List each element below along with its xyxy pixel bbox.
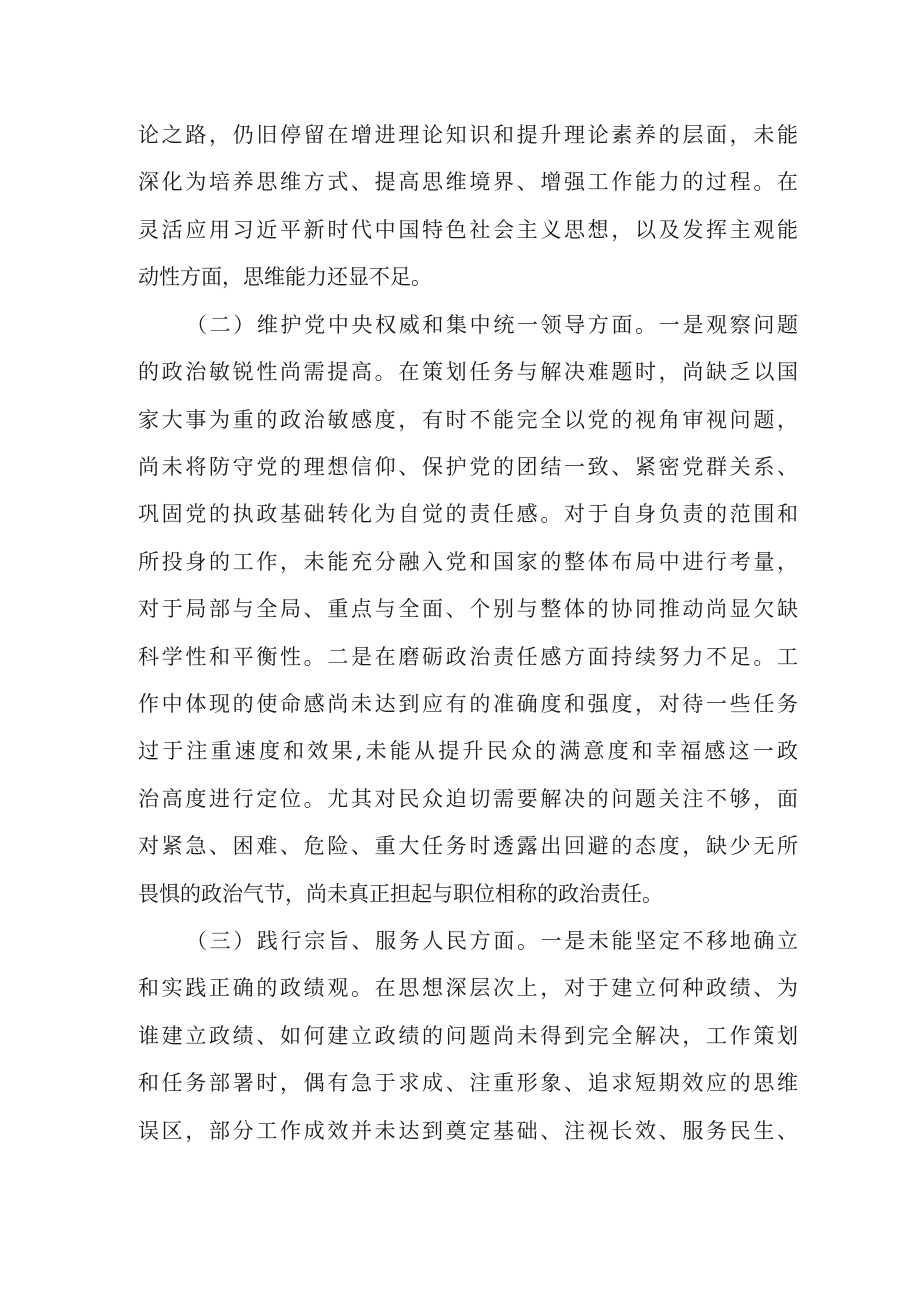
body-text-line: 科学性和平衡性。二是在磨砺政治责任感方面持续努力不足。工 <box>138 645 798 669</box>
body-text-line: 对于局部与全局、重点与全面、个别与整体的协同推动尚显欠缺 <box>138 597 798 621</box>
body-text-line: 过于注重速度和效果,未能从提升民众的满意度和幸福感这一政 <box>138 739 798 763</box>
body-text-line: 灵活应用习近平新时代中国特色社会主义思想，以及发挥主观能 <box>138 218 798 242</box>
body-text-line: 论之路，仍旧停留在增进理论知识和提升理论素养的层面，未能 <box>138 123 798 147</box>
body-text-line: 动性方面，思维能力还显不足。 <box>138 265 432 289</box>
body-text-line: 深化为培养思维方式、提高思维境界、增强工作能力的过程。在 <box>138 170 798 194</box>
body-text-line: 的政治敏锐性尚需提高。在策划任务与解决难题时，尚缺乏以国 <box>138 360 798 384</box>
body-text-line: 治高度进行定位。尤其对民众迫切需要解决的问题关注不够，面 <box>138 787 798 811</box>
body-text-line: 家大事为重的政治敏感度，有时不能完全以党的视角审视问题， <box>138 408 798 432</box>
body-text-line: 巩固党的执政基础转化为自觉的责任感。对于自身负责的范围和 <box>138 502 798 526</box>
body-text-line: 对紧急、困难、危险、重大任务时透露出回避的态度，缺少无所 <box>138 834 798 858</box>
body-text-line: 谁建立政绩、如何建立政绩的问题尚未得到完全解决，工作策划 <box>138 1024 798 1048</box>
body-text-line: 和实践正确的政绩观。在思想深层次上，对于建立何种政绩、为 <box>138 976 798 1000</box>
body-text-line: 所投身的工作，未能充分融入党和国家的整体布局中进行考量， <box>138 550 798 574</box>
body-text-line: 误区，部分工作成效并未达到奠定基础、注视长效、服务民生、 <box>138 1119 798 1143</box>
body-text-line: 作中体现的使命感尚未达到应有的准确度和强度，对待一些任务 <box>138 692 798 716</box>
section-heading-line: （三）践行宗旨、服务人民方面。一是未能坚定不移地确立 <box>186 929 798 953</box>
body-text-line: 和任务部署时，偶有急于求成、注重形象、追求短期效应的思维 <box>138 1071 798 1095</box>
body-text-line: 尚未将防守党的理想信仰、保护党的团结一致、紧密党群关系、 <box>138 455 798 479</box>
body-text-line: 畏惧的政治气节，尚未真正担起与职位相称的政治责任。 <box>138 882 663 906</box>
section-heading-line: （二）维护党中央权威和集中统一领导方面。一是观察问题 <box>186 313 798 337</box>
